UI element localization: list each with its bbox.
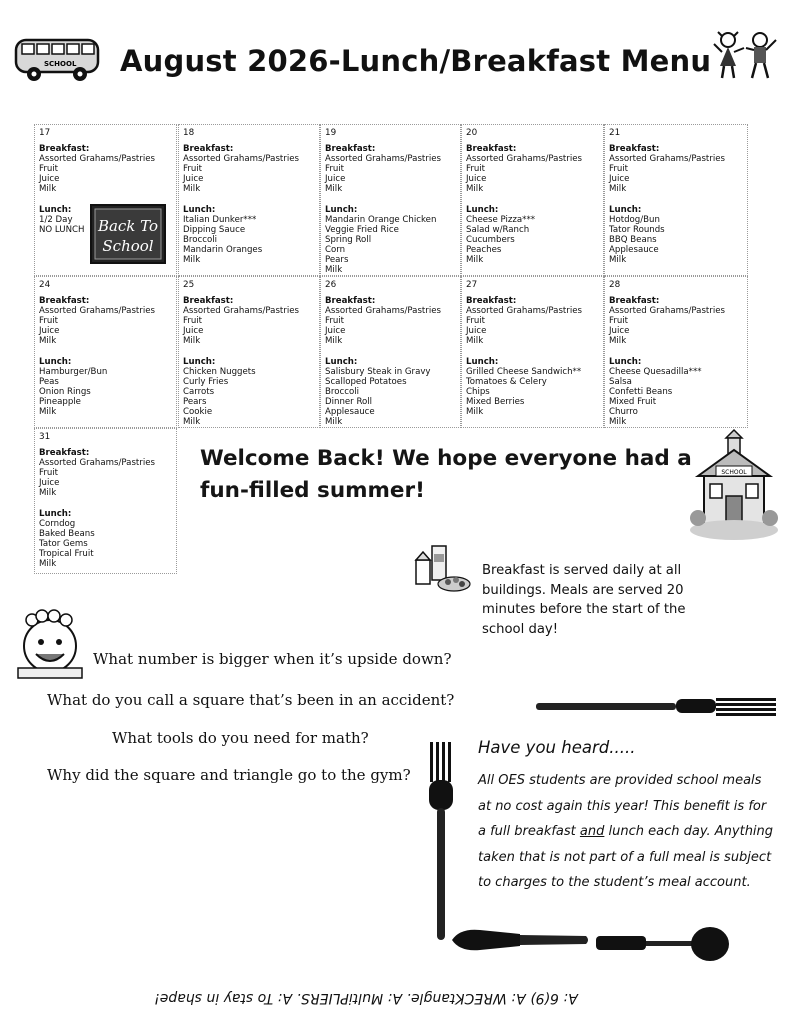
lunch-item: Corn xyxy=(325,244,346,255)
lunch-label: Lunch: xyxy=(325,356,358,367)
breakfast-item: Juice xyxy=(39,174,60,185)
lunch-item: Corndog xyxy=(39,518,76,529)
day-number: 21 xyxy=(609,128,621,138)
breakfast-item: Juice xyxy=(183,174,204,185)
lunch-item: Mixed Berries xyxy=(466,396,525,407)
smiling-child-icon xyxy=(10,608,88,680)
page-title: August 2026-Lunch/Breakfast Menu xyxy=(120,44,712,78)
lunch-item: Pineapple xyxy=(39,396,81,407)
fork-icon xyxy=(536,694,776,718)
breakfast-label: Breakfast: xyxy=(466,144,517,155)
breakfast-item: Fruit xyxy=(466,316,486,327)
lunch-item: Dinner Roll xyxy=(325,396,373,407)
breakfast-item: Juice xyxy=(466,174,487,185)
lunch-label: Lunch: xyxy=(39,356,72,367)
lunch-item: Chips xyxy=(466,386,490,397)
calendar-day-27 xyxy=(461,276,604,428)
breakfast-label: Breakfast: xyxy=(39,144,90,155)
breakfast-item: Juice xyxy=(325,174,346,185)
calendar-day-28 xyxy=(604,276,748,428)
have-you-heard-title: Have you heard..... xyxy=(478,738,636,757)
lunch-item: Milk xyxy=(609,417,627,428)
breakfast-item: Fruit xyxy=(609,316,629,327)
have-you-heard-body xyxy=(478,768,778,896)
lunch-item: Milk xyxy=(325,265,343,276)
day-number: 27 xyxy=(466,280,478,290)
welcome-message: Welcome Back! We hope everyone had a fun-filled summer! xyxy=(200,446,692,503)
milk-and-food-icon xyxy=(410,540,478,604)
lunch-item: Pears xyxy=(183,396,207,407)
breakfast-item: Fruit xyxy=(39,316,59,327)
lunch-item: Milk xyxy=(466,255,484,266)
breakfast-item: Assorted Grahams/Pastries xyxy=(609,306,725,317)
breakfast-item: Fruit xyxy=(325,316,345,327)
breakfast-item: Milk xyxy=(183,336,201,347)
breakfast-item: Juice xyxy=(39,478,60,489)
breakfast-item: Milk xyxy=(609,184,627,195)
lunch-item: Milk xyxy=(325,417,343,428)
lunch-item: Tator Gems xyxy=(39,538,88,549)
calendar-day-31 xyxy=(34,428,177,574)
breakfast-item: Fruit xyxy=(39,164,59,175)
calendar-day-18 xyxy=(178,124,320,276)
breakfast-item: Juice xyxy=(609,174,630,185)
breakfast-item: Milk xyxy=(325,184,343,195)
lunch-item: NO LUNCH xyxy=(39,224,85,235)
breakfast-item: Assorted Grahams/Pastries xyxy=(466,154,582,165)
lunch-item: Cheese Pizza*** xyxy=(466,214,536,225)
breakfast-label: Breakfast: xyxy=(183,144,234,155)
breakfast-item: Fruit xyxy=(183,316,203,327)
breakfast-item: Juice xyxy=(466,326,487,337)
calendar-day-24 xyxy=(34,276,177,428)
lunch-item: Confetti Beans xyxy=(609,386,673,397)
breakfast-item: Milk xyxy=(609,336,627,347)
lunch-item: Scalloped Potatoes xyxy=(325,376,407,387)
fork-icon xyxy=(426,742,456,940)
lunch-item: Milk xyxy=(39,407,57,418)
lunch-item: Mandarin Orange Chicken xyxy=(325,214,437,225)
breakfast-item: Assorted Grahams/Pastries xyxy=(183,154,299,165)
lunch-item: Salisbury Steak in Gravy xyxy=(325,366,431,377)
lunch-item: Salad w/Ranch xyxy=(466,224,530,235)
day-number: 17 xyxy=(39,128,51,138)
breakfast-item: Juice xyxy=(183,326,204,337)
have-you-heard-text: All OES students are provided school meals at no cost again this year! This benefit is for a full breakfast xyxy=(478,773,767,839)
lunch-item: Cookie xyxy=(183,407,213,418)
lunch-item: Cucumbers xyxy=(466,234,515,245)
breakfast-item: Assorted Grahams/Pastries xyxy=(325,154,441,165)
breakfast-label: Breakfast: xyxy=(325,144,376,155)
day-number: 18 xyxy=(183,128,195,138)
breakfast-item: Fruit xyxy=(609,164,629,175)
breakfast-label: Breakfast: xyxy=(183,296,234,307)
kids-icon xyxy=(712,30,778,82)
day-number: 26 xyxy=(325,280,337,290)
breakfast-item: Fruit xyxy=(325,164,345,175)
lunch-item: Salsa xyxy=(609,376,632,387)
calendar-day-21 xyxy=(604,124,748,276)
lunch-item: Peaches xyxy=(466,244,502,255)
breakfast-item: Assorted Grahams/Pastries xyxy=(39,306,155,317)
breakfast-label: Breakfast: xyxy=(609,296,660,307)
breakfast-item: Fruit xyxy=(466,164,486,175)
schoolhouse-icon xyxy=(690,426,778,544)
lunch-label: Lunch: xyxy=(609,356,642,367)
lunch-label: Lunch: xyxy=(466,204,499,215)
lunch-item: Tomatoes & Celery xyxy=(466,376,547,387)
lunch-label: Lunch: xyxy=(39,508,72,519)
day-number: 19 xyxy=(325,128,337,138)
lunch-item: BBQ Beans xyxy=(609,234,657,245)
lunch-item: Hotdog/Bun xyxy=(609,214,660,225)
lunch-item: Applesauce xyxy=(609,244,659,255)
lunch-item: Churro xyxy=(609,407,638,418)
lunch-item: Applesauce xyxy=(325,407,375,418)
day-number: 28 xyxy=(609,280,621,290)
lunch-label: Lunch: xyxy=(183,204,216,215)
lunch-item: Hamburger/Bun xyxy=(39,366,108,377)
breakfast-item: Milk xyxy=(466,336,484,347)
riddle-4: Why did the square and triangle go to the gym? xyxy=(47,766,411,784)
lunch-item: Tator Rounds xyxy=(609,224,665,235)
day-number: 25 xyxy=(183,280,195,290)
riddle-3: What tools do you need for math? xyxy=(112,729,369,747)
lunch-item: Grilled Cheese Sandwich** xyxy=(466,366,582,377)
breakfast-item: Assorted Grahams/Pastries xyxy=(466,306,582,317)
breakfast-item: Milk xyxy=(325,336,343,347)
riddle-answers: A: 6(9) A: WRECKtangle. A: MultiPLIERS. A: To stay in shape! xyxy=(154,990,578,1006)
schoolhouse-sign-text: SCHOOL xyxy=(721,469,747,476)
breakfast-item: Juice xyxy=(325,326,346,337)
lunch-item: Milk xyxy=(466,407,484,418)
lunch-label: Lunch: xyxy=(325,204,358,215)
lunch-item: Veggie Fried Rice xyxy=(325,224,399,235)
breakfast-label: Breakfast: xyxy=(325,296,376,307)
breakfast-item: Juice xyxy=(609,326,630,337)
lunch-item: Carrots xyxy=(183,386,215,397)
breakfast-item: Assorted Grahams/Pastries xyxy=(39,154,155,165)
breakfast-item: Assorted Grahams/Pastries xyxy=(39,458,155,469)
sign-line-1: Back To xyxy=(97,217,159,235)
breakfast-item: Assorted Grahams/Pastries xyxy=(325,306,441,317)
riddle-1: What number is bigger when it’s upside down? xyxy=(93,650,452,668)
lunch-label: Lunch: xyxy=(183,356,216,367)
breakfast-item: Fruit xyxy=(183,164,203,175)
breakfast-label: Breakfast: xyxy=(39,448,90,459)
bus-sign-text: SCHOOL xyxy=(44,60,77,68)
calendar-day-20 xyxy=(461,124,604,276)
lunch-item: Milk xyxy=(609,255,627,266)
lunch-item: Milk xyxy=(183,417,201,428)
spoon-icon xyxy=(596,924,730,964)
breakfast-item: Milk xyxy=(39,488,57,499)
day-number: 31 xyxy=(39,432,51,442)
lunch-item: Chicken Nuggets xyxy=(183,366,256,377)
breakfast-label: Breakfast: xyxy=(609,144,660,155)
lunch-item: Broccoli xyxy=(325,386,359,397)
lunch-item: Baked Beans xyxy=(39,528,95,539)
back-to-school-sign xyxy=(90,204,166,264)
lunch-item: Spring Roll xyxy=(325,234,372,245)
lunch-item: Broccoli xyxy=(183,234,217,245)
lunch-item: Mixed Fruit xyxy=(609,396,657,407)
riddle-2: What do you call a square that’s been in an accident? xyxy=(47,691,455,709)
calendar-day-26 xyxy=(320,276,461,428)
calendar-day-25 xyxy=(178,276,320,428)
calendar-day-19 xyxy=(320,124,461,276)
breakfast-item: Milk xyxy=(466,184,484,195)
lunch-item: Dipping Sauce xyxy=(183,224,246,235)
lunch-item: Curly Fries xyxy=(183,376,229,387)
knife-icon xyxy=(450,926,590,954)
school-bus-icon xyxy=(14,30,102,84)
breakfast-item: Milk xyxy=(183,184,201,195)
day-number: 24 xyxy=(39,280,51,290)
lunch-item: Cheese Quesadilla*** xyxy=(609,366,702,377)
sign-line-2: School xyxy=(102,237,154,255)
breakfast-item: Milk xyxy=(39,336,57,347)
lunch-item: Tropical Fruit xyxy=(39,548,94,559)
day-number: 20 xyxy=(466,128,478,138)
have-you-heard-text: lunch each day. Anything taken that is not part of a full meal is subject to charges to the student’s meal account. xyxy=(478,824,774,890)
breakfast-item: Assorted Grahams/Pastries xyxy=(183,306,299,317)
breakfast-note: Breakfast is served daily at all buildings. Meals are served 20 minutes before the start of the school day! xyxy=(482,563,686,637)
lunch-item: Pears xyxy=(325,255,349,266)
lunch-label: Lunch: xyxy=(39,204,72,215)
lunch-item: Peas xyxy=(39,376,59,387)
lunch-item: Milk xyxy=(39,559,57,570)
have-you-heard-underlined: and xyxy=(579,824,605,839)
lunch-item: Mandarin Oranges xyxy=(183,244,263,255)
breakfast-item: Assorted Grahams/Pastries xyxy=(609,154,725,165)
breakfast-item: Milk xyxy=(39,184,57,195)
breakfast-label: Breakfast: xyxy=(466,296,517,307)
breakfast-item: Fruit xyxy=(39,468,59,479)
lunch-item: Onion Rings xyxy=(39,386,91,397)
lunch-label: Lunch: xyxy=(466,356,499,367)
lunch-item: 1/2 Day xyxy=(39,214,73,225)
breakfast-item: Juice xyxy=(39,326,60,337)
breakfast-label: Breakfast: xyxy=(39,296,90,307)
lunch-item: Milk xyxy=(183,255,201,266)
lunch-item: Italian Dunker*** xyxy=(183,214,257,225)
lunch-label: Lunch: xyxy=(609,204,642,215)
